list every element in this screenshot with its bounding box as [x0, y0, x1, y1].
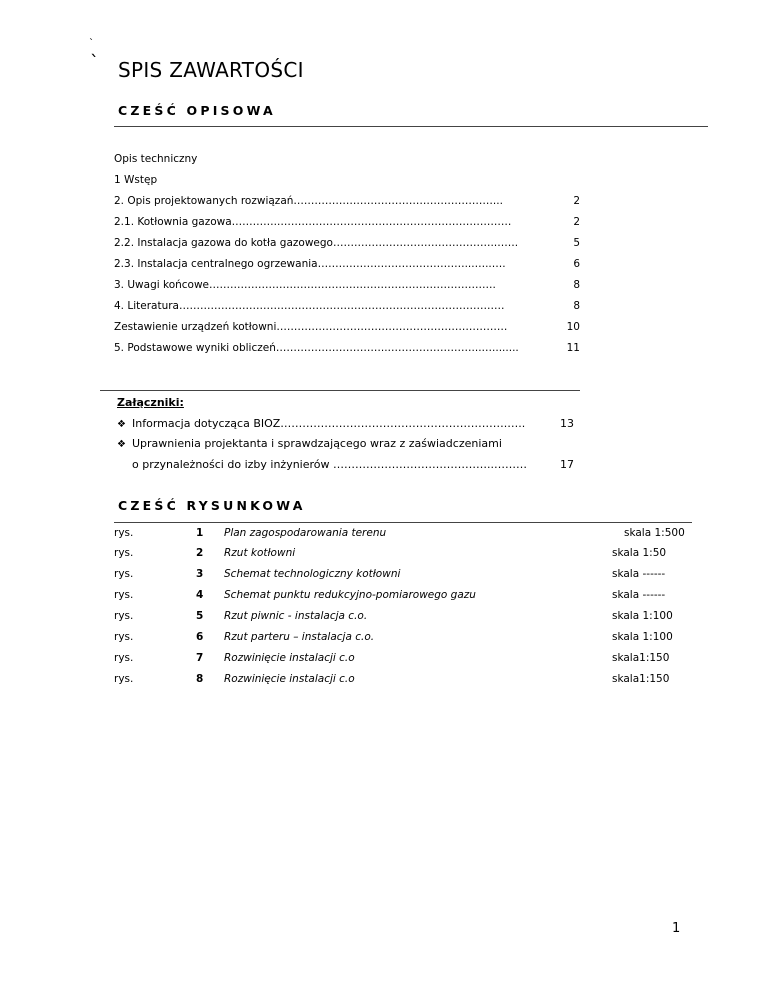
attachment-item-text: Uprawnienia projektanta i sprawdzającego wraz z zaświadczeniami: [132, 437, 502, 450]
toc-entry-page: 2: [573, 195, 580, 207]
toc-entry-text: Zestawienie urządzeń kotłowni…………………………………………………………: [114, 321, 508, 333]
drawing-number: 6: [196, 631, 204, 643]
drawing-scale: skala 1:500: [624, 527, 685, 539]
drawing-row: [114, 567, 692, 581]
drawing-prefix: rys.: [114, 527, 134, 539]
drawing-scale: skala ------: [612, 589, 666, 601]
drawing-name: Rozwinięcie instalacji c.o: [224, 673, 355, 685]
drawing-prefix: rys.: [114, 589, 134, 601]
drawing-scale: skala 1:100: [612, 610, 673, 622]
drawing-name: Schemat technologiczny kotłowni: [224, 568, 401, 580]
drawing-number: 5: [196, 610, 204, 622]
header-tick-mark: `: [90, 52, 99, 73]
toc-entry: [114, 173, 580, 187]
drawing-name: Rzut parteru – instalacja c.o.: [224, 631, 375, 643]
toc-entry: [114, 152, 580, 166]
toc-entry-page: 2: [573, 216, 580, 228]
toc-entry: [114, 278, 580, 292]
attachment-item-page: 17: [560, 458, 574, 471]
drawing-number: 1: [196, 527, 204, 539]
drawing-prefix: rys.: [114, 652, 134, 664]
drawing-row: [114, 609, 692, 623]
toc-entry: [114, 320, 580, 334]
toc-entry-text: 2.1. Kotłownia gazowa…………..…………………………………………………………: [114, 216, 512, 228]
drawing-number: 8: [196, 673, 204, 685]
toc-entry-text: 3. Uwagi końcowe……………………………………………………………………….: [114, 279, 496, 291]
drawing-scale: skala 1:50: [612, 547, 667, 559]
drawing-row: [114, 672, 692, 686]
toc-entry-text: 2. Opis projektowanych rozwiązań…………………………………………………...: [114, 195, 503, 207]
attachment-item-text: o przynależności do izby inżynierów ……………………………………..………: [132, 458, 527, 471]
attachment-item: [117, 437, 502, 450]
drawing-scale: skala1:150: [612, 652, 670, 664]
section-heading-drawings: CZEŚĆ RYSUNKOWA: [118, 498, 306, 513]
toc-entry-text: 5. Podstawowe wyniki obliczeń…………………………..……………………...…........: [114, 342, 519, 354]
toc-entry: [114, 215, 580, 229]
drawing-number: 7: [196, 652, 204, 664]
toc-entry: [114, 236, 580, 250]
drawing-number: 2: [196, 547, 204, 559]
toc-entry: [114, 341, 580, 355]
toc-entry-text: 2.3. Instalacja centralnego ogrzewania……………………………………...…..….: [114, 258, 506, 270]
drawing-row: [114, 630, 692, 644]
drawing-prefix: rys.: [114, 631, 134, 643]
drawing-name: Plan zagospodarowania terenu: [224, 527, 387, 539]
page-number: 1: [672, 921, 681, 936]
toc-entry-text: Opis techniczny: [114, 153, 198, 165]
attachment-item: [117, 417, 574, 430]
toc-entry: [114, 299, 580, 313]
drawing-prefix: rys.: [114, 673, 134, 685]
drawing-row: [114, 546, 692, 560]
diamond-bullet-icon: ❖: [117, 439, 126, 450]
drawing-row: [114, 651, 692, 665]
attachment-item-text: Informacja dotycząca BIOZ…………….……………………………………….…..: [132, 417, 526, 430]
toc-entry-page: 8: [573, 279, 580, 291]
section-heading-descriptive: CZEŚĆ OPISOWA: [118, 103, 276, 118]
attachments-heading: Załączniki:: [117, 396, 184, 409]
attachment-item-page: 13: [560, 417, 574, 430]
toc-entry-text: 1 Wstęp: [114, 174, 158, 186]
drawing-name: Schemat punktu redukcyjno-pomiarowego gazu: [224, 589, 476, 601]
drawing-name: Rzut piwnic - instalacja c.o.: [224, 610, 368, 622]
toc-entry-text: 2.2. Instalacja gazowa do kotła gazowego……………………………………….…….: [114, 237, 519, 249]
drawing-row: [114, 526, 692, 540]
drawing-name: Rzut kotłowni: [224, 547, 296, 559]
attachments-divider: [100, 390, 580, 391]
drawing-name: Rozwinięcie instalacji c.o: [224, 652, 355, 664]
toc-entry-page: 5: [573, 237, 580, 249]
drawing-number: 4: [196, 589, 204, 601]
toc-entry-page: 11: [566, 342, 580, 354]
toc-entry-page: 10: [566, 321, 580, 333]
drawing-scale: skala 1:100: [612, 631, 673, 643]
toc-entry: [114, 257, 580, 271]
section-divider: [114, 522, 692, 523]
drawing-row: [114, 588, 692, 602]
drawing-number: 3: [196, 568, 204, 580]
drawing-prefix: rys.: [114, 610, 134, 622]
toc-entry: [114, 194, 580, 208]
drawing-prefix: rys.: [114, 568, 134, 580]
toc-entry-page: 6: [573, 258, 580, 270]
drawing-scale: skala1:150: [612, 673, 670, 685]
section-divider: [114, 126, 708, 127]
toc-entry-page: 8: [573, 300, 580, 312]
diamond-bullet-icon: ❖: [117, 419, 126, 430]
toc-entry-text: 4. Literatura…………………………………………………………………………………: [114, 300, 505, 312]
page-title: SPIS ZAWARTOŚCI: [118, 58, 304, 82]
attachment-item-continuation: [132, 458, 574, 471]
header-tick-mark-small: `: [89, 38, 94, 49]
drawing-prefix: rys.: [114, 547, 134, 559]
drawing-scale: skala ------: [612, 568, 666, 580]
